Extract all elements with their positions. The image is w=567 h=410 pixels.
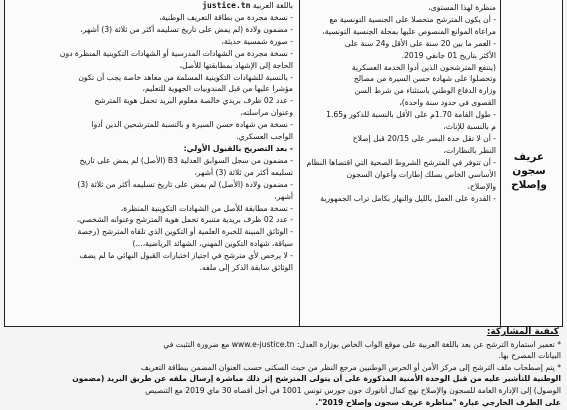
doc-line: - بالنسبة للشهادات التكوينية المسلمة من معاهد خاصة يجب أن تكون xyxy=(78,72,293,82)
doc-line: - نسخة مطابقة للأصل من الشهادات التكوينية المنظرة، xyxy=(120,203,293,213)
condition-line: الأكثر بتاريخ 01 جانفي 2019. xyxy=(401,50,496,60)
section-heading: - بعد التصريح بالقبول الأولي: xyxy=(183,143,293,153)
doc-line: مؤشرا عليها من قبل المندوبيات الجهوية للتعليم، xyxy=(142,84,293,94)
doc-line: - نسخة من شهادة حسن السيرة و بالنسبة للمترشحين الذين أدوا xyxy=(91,120,293,130)
condition-line: وتحصلوا على شهادة حسن السيرة من مصالح xyxy=(353,74,496,84)
condition-line: منظرة لهذا المستوى، xyxy=(428,3,496,12)
participation-line: البيانات المصرح بها. xyxy=(498,351,561,361)
condition-line: - القدرة على العمل بالليل والنهار بكامل تراب الجمهورية xyxy=(320,193,496,203)
condition-line: (ينتفع المترشحون الذين أدوا الخدمة العسكرية xyxy=(351,62,496,72)
condition-line: - العمر ما بين 20 سنة على الأقل و24 سنة على xyxy=(344,38,496,48)
doc-line: - مضمون ولادة (لم يمض على تاريخ تسليمه أكثر من ثلاثة (3) أشهر، xyxy=(80,24,293,34)
participation-line: * تعمير استمارة الترشح عن بعد باللغة العربية على موقع الواب الخاص بوزارة العدل: www.e-justice.tn مع ضرورة التثبت في xyxy=(163,339,561,349)
condition-line: - طول القامة 1.70م على الأقل بالنسبة للذكور و1.65 xyxy=(326,110,496,120)
doc-line: - صورة شمسية حديثة، xyxy=(221,36,293,46)
post-column xyxy=(496,0,562,326)
condition-line: مراعاة الموانع المنصوص عليها بمجلة الجنسية التونسية، xyxy=(322,26,496,36)
doc-line: الحاجة إلى الإشهاد بمطابقتها للأصل، xyxy=(179,60,293,70)
doc-line: - عدد 02 ظرف بريدي خالصة معلوم البريد تحمل هوية المترشح xyxy=(94,96,293,106)
doc-line: وعنوان مراسلته، xyxy=(240,108,293,118)
condition-line: - أن تتوفر في المترشح الشروط الصحية التي اقتضاها النظام xyxy=(306,157,496,167)
participation-line: الوصول) إلى الإدارة العامة للسجون والإصلاح نهج كمال أتاتورك جون جورس تونس 1001 في أجل أقصاه 30 ماي 2019 مع التنصيص xyxy=(145,385,561,395)
post-title-line: عريف xyxy=(513,151,545,163)
doc-line: الوثائق سابقة الذكر إلى ملفه. xyxy=(199,263,293,273)
condition-line: - أن لا تقل حدة البصر على 20/15 قبل إصلاح xyxy=(352,133,496,143)
condition-line: الأساسي الخاص بسلك إطارات وأعوان السجون xyxy=(346,169,496,179)
doc-line: - مضمون ولادة (الأصل) لم يمض على تاريخ تسليمه أكثر من ثلاثة (3) xyxy=(77,179,293,189)
condition-line: القصوى في حدود سنة واحدة)، xyxy=(399,98,496,108)
header-site: justice.tn xyxy=(202,1,251,10)
participation-title: كيفية المشاركة: xyxy=(486,327,559,337)
header-suffix: باللغة العربية xyxy=(252,1,293,10)
doc-line: - مضمون من سجل السوابق العدلية B3 (الأصل) لم يمض على تاريخ xyxy=(79,155,293,165)
condition-line: م بالنسبة للإناث، xyxy=(443,122,496,132)
condition-line: النظر بالنظارات، xyxy=(443,145,496,155)
documents-column xyxy=(7,0,297,326)
post-title xyxy=(496,150,562,192)
condition-line: - أن يكون المترشح متحصلا على الجنسية التونسية مع xyxy=(329,14,496,24)
post-title-line: وإصلاح xyxy=(511,179,547,191)
doc-line: - لا يرخص لأي مترشح في اجتياز اختبارات القبول النهائي ما لم يضف xyxy=(79,251,293,261)
post-title-line: سجون xyxy=(512,165,546,177)
doc-line: - نسخة مجردة من الشهادات المدرسية أو الشهادات التكوينية المنظرة دون xyxy=(59,48,293,58)
doc-line: - نسخة مجردة من بطاقة التعريف الوطنية، xyxy=(159,13,293,22)
participation-line: على الظرف الخارجي عبارة "مناظرة عريف سجون وإصلاح 2019". xyxy=(315,397,561,407)
requirements-table xyxy=(4,0,563,327)
doc-line: أشهر، xyxy=(274,191,293,201)
conditions-column xyxy=(299,0,501,326)
participation-line: الوطنية للتأشير عليه من قبل الوحدة الأمنية المذكورة على أن يتولى المترشح إثر ذلك مباشرة إرسال ملفه عن طريق البريد (مضمون xyxy=(72,374,561,384)
doc-line: الواجب العسكري. xyxy=(236,132,293,142)
doc-line: تسليمه أكثر من ثلاثة (3) أشهر، xyxy=(194,167,293,177)
condition-line: وزارة الدفاع الوطني باستثناء من شرط السن xyxy=(354,86,496,96)
doc-line: - عدد 02 ظرف بريدية متنبرة تحمل هوية المترشح وعنوانه الشخصي، xyxy=(76,215,293,225)
participation-line: * يتم إصطحاب ملف الترشح إلى مركز الأمن أو الحرس الوطنيين مرجع النظر من حيث السكنى حسب العنوان المضمن ببطاقة التعريف xyxy=(140,362,561,372)
participation-section xyxy=(4,327,561,410)
column-header xyxy=(7,0,293,12)
condition-line: والإصلاح، xyxy=(467,181,496,191)
doc-line: - الوثائق المبينة للخبرة العلمية أو التكوين الذي تلقاه المترشح (رخصة xyxy=(77,227,293,237)
doc-line: سياقة، شهادة التكوين المهني، الشهائد الرياضية،...) xyxy=(132,239,293,249)
